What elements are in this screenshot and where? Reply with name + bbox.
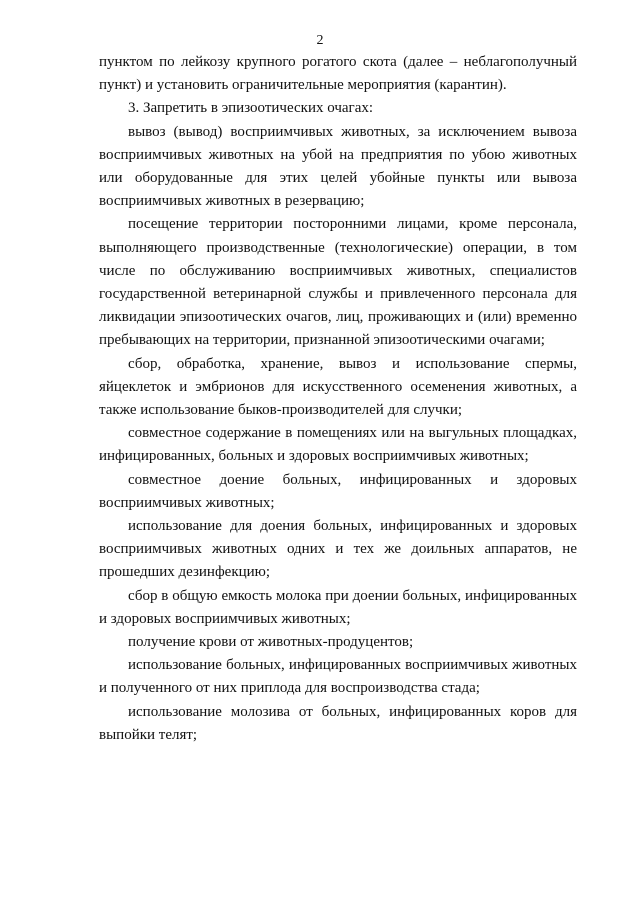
list-item-joint-keeping: совместное содержание в помещениях или на выгульных площадках, инфицированных, больных и здоровых восприимчивых животных; [99,425,577,465]
list-item-blood: получение крови от животных-продуцентов; [128,634,414,651]
list-item-milk-collection: сбор в общую емкость молока при доении больных, инфицированных и здоровых восприимчивых животных; [99,587,577,627]
page-number: 2 [316,33,324,48]
paragraph-section-3-heading: 3. Запретить в эпизоотических очагах: [128,100,374,117]
list-item-visits: посещение территории посторонними лицами, кроме персонала, выполняющего производственные (технологические) операции, в том числе по обслуживанию восприимчивых животных, специалистов государственной ветеринарной службы и привлеченного персонала для ликвидации эпизоотических очагов, лиц, проживающих и (или) временно пребывающих на территории, признанной эпизоотическими очагами; [99,216,577,349]
list-item-removal: вывоз (вывод) восприимчивых животных, за исключением вывоза восприимчивых животных на убой на предприятия по убою животных или оборудованные для этих целей убойные пункты или вывоза восприимчивых животных в резервацию; [99,123,577,210]
list-item-milking-machines: использование для доения больных, инфицированных и здоровых восприимчивых животных одних и тех же доильных аппаратов, не прошедших дезинфекцию; [99,518,577,581]
list-item-sperm: сбор, обработка, хранение, вывоз и использование спермы, яйцеклеток и эмбрионов для искусственного осеменения животных, а также использование быков-производителей для случки; [99,355,577,419]
paragraph-continuation: пунктом по лейкозу крупного рогатого скота (далее – неблагополучный пункт) и установить ограничительные мероприятия (карантин). [99,54,577,94]
list-item-reproduction: использование больных, инфицированных восприимчивых животных и полученного от них приплода для воспроизводства стада; [99,657,577,697]
list-item-joint-milking: совместное доение больных, инфицированных и здоровых восприимчивых животных; [99,471,577,511]
list-item-colostrum: использование молозива от больных, инфицированных коров для выпойки телят; [99,703,577,743]
document-body [99,51,577,747]
